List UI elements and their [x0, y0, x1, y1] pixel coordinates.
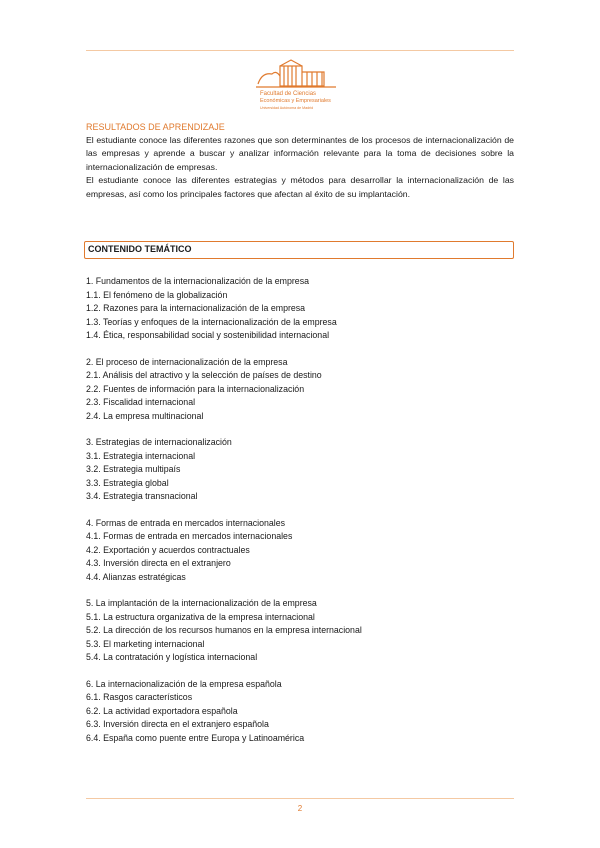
subtopic-item: 5.1. La estructura organizativa de la empresa internacional — [86, 611, 315, 622]
subtopic-item: 3.3. Estrategia global — [86, 477, 169, 488]
outline-unit — [86, 436, 514, 504]
subtopic-item: 4.1. Formas de entrada en mercados internacionales — [86, 531, 293, 541]
outline-unit — [86, 597, 514, 665]
logo-line-3: Universidad Autónoma de Madrid — [260, 106, 314, 110]
unit-heading: 4. Formas de entrada en mercados internacionales — [86, 517, 286, 528]
logo-line-2: Económicas y Empresariales — [260, 98, 331, 104]
outline-unit — [86, 517, 514, 585]
unit-heading: 2. El proceso de internacionalización de la empresa — [86, 356, 288, 367]
footer-rule — [86, 798, 514, 799]
subtopic-item: 4.3. Inversión directa en el extranjero — [86, 558, 231, 568]
learning-paragraph-2: El estudiante conoce las diferentes estrategias y métodos para desarrollar la internacionalización de las empresas, así como los principales factores que afectan al éxito de su implantación. — [86, 175, 514, 199]
subtopic-item: 5.3. El marketing internacional — [86, 638, 205, 649]
learning-outcomes — [86, 121, 514, 201]
logo-line-1: Facultad de Ciencias — [260, 91, 317, 97]
subtopic-item: 3.4. Estrategia transnacional — [86, 491, 198, 501]
subtopic-item: 2.3. Fiscalidad internacional — [86, 397, 196, 407]
subtopic-item: 4.4. Alianzas estratégicas — [86, 571, 186, 582]
subtopic-item: 1.1. El fenómeno de la globalización — [86, 289, 228, 300]
subtopic-item: 1.3. Teorías y enfoques de la internacionalización de la empresa — [86, 316, 337, 327]
unit-heading: 5. La implantación de la internacionalización de la empresa — [86, 598, 317, 608]
subtopic-item: 5.2. La dirección de los recursos humanos en la empresa internacional — [86, 625, 362, 635]
content-outline — [86, 275, 514, 758]
unit-heading: 3. Estrategias de internacionalización — [86, 437, 232, 447]
subtopic-item: 6.3. Inversión directa en el extranjero española — [86, 719, 269, 729]
subtopic-item: 4.2. Exportación y acuerdos contractuales — [86, 544, 250, 555]
subtopic-item: 3.2. Estrategia multipaís — [86, 464, 181, 474]
header-rule — [86, 50, 514, 51]
outline-unit — [86, 356, 514, 424]
subtopic-item: 5.4. La contratación y logística internacional — [86, 652, 258, 662]
unit-heading: 6. La internacionalización de la empresa española — [86, 678, 282, 689]
page-number: 2 — [297, 804, 303, 813]
learning-paragraph-1: El estudiante conoce las diferentes razones que son determinantes de los procesos de internacionalización de las empresas y aprende a buscar y analizar información relevante para la toma de decisiones sobre la internacionalización de empresas. — [86, 135, 514, 172]
content-title: CONTENIDO TEMÁTICO — [84, 241, 514, 259]
faculty-logo — [250, 58, 342, 114]
subtopic-item: 6.2. La actividad exportadora española — [86, 705, 238, 716]
subtopic-item: 2.2. Fuentes de información para la internacionalización — [86, 383, 305, 394]
subtopic-item: 1.2. Razones para la internacionalización de la empresa — [86, 303, 306, 313]
outline-unit — [86, 275, 514, 343]
subtopic-item: 1.4. Ética, responsabilidad social y sostenibilidad internacional — [86, 330, 330, 340]
outline-unit — [86, 678, 514, 746]
subtopic-item: 6.1. Rasgos característicos — [86, 692, 193, 702]
subtopic-item: 3.1. Estrategia internacional — [86, 450, 196, 461]
subtopic-item: 6.4. España como puente entre Europa y Latinoamérica — [86, 732, 305, 743]
subtopic-item: 2.1. Análisis del atractivo y la selección de países de destino — [86, 370, 322, 380]
subtopic-item: 2.4. La empresa multinacional — [86, 410, 204, 421]
learning-outcomes-title: RESULTADOS DE APRENDIZAJE — [86, 122, 225, 132]
unit-heading: 1. Fundamentos de la internacionalización de la empresa — [86, 276, 309, 286]
